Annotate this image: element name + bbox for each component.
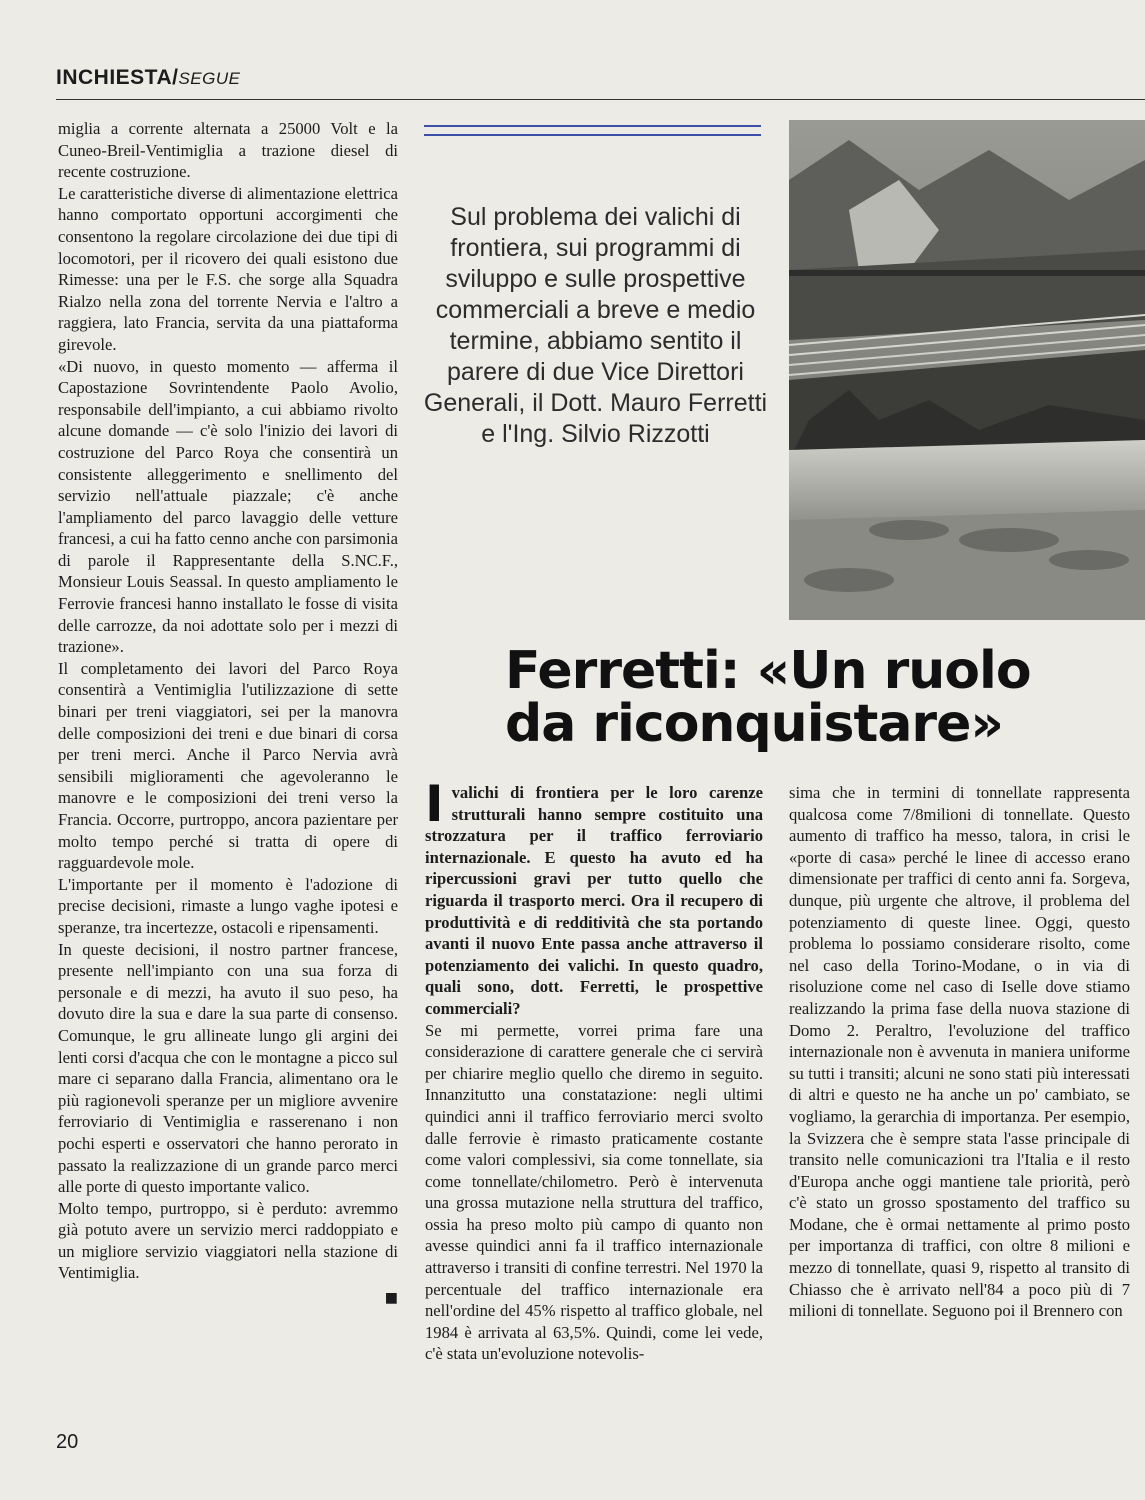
drop-cap: I — [425, 775, 444, 833]
left-column — [58, 118, 398, 1310]
headline-line-2: da riconquistare» — [505, 694, 1003, 754]
article-headline — [505, 641, 1125, 754]
pullquote-rule-top — [424, 125, 761, 127]
photo-illustration — [789, 120, 1145, 620]
header-divider — [56, 99, 1145, 100]
page-number: 20 — [56, 1431, 79, 1453]
section-label: INCHIESTA/ — [56, 66, 179, 89]
left-paragraph-4: Il completamento dei lavori del Parco Roya consentirà a Ventimiglia l'utilizzazione di sette binari per treni viaggiatori, sei per la manovra delle composizioni dei treni e due binari di corsa per treni merci. Anche il Parco Nervia avrà sensibili miglioramenti che agevoleranno le manovre e le composizioni dei treni verso la Francia. Occorre, purtroppo, ancora pazientare per molto tempo perché si tratta di opere di ragguardevole mole. — [58, 658, 398, 873]
left-paragraph-7: Molto tempo, purtroppo, si è perduto: avremmo già potuto avere un servizio merci raddoppiato e un migliore servizio viaggiatori nella stazione di Ventimiglia. — [58, 1198, 398, 1283]
right-column — [789, 782, 1130, 1322]
subsection-label: SEGUE — [178, 69, 241, 88]
pull-quote: Sul problema dei valichi di frontiera, sui programmi di sviluppo e sulle prospettive commerciali a breve e medio termine, abbiamo sentito il parere di due Vice Direttori Generali, il Dott. Mauro Ferretti e l'Ing. Silvio Rizzotti — [423, 203, 768, 448]
railway-valley-photo — [789, 120, 1145, 620]
interview-question: valichi di frontiera per le loro carenze strutturali hanno sempre costituito una strozzatura per il traffico ferroviario internazionale. E questo ha avuto ed ha ripercussioni gravi per tutto quello che riguarda il trasporto merci. Ora il recupero di produttività e di redditività che sta portando avanti il nuovo Ente passa anche attraverso il potenziamento dei valichi. In questo quadro, quali sono, dott. Ferretti, le prospettive commerciali? — [425, 783, 763, 1018]
middle-column — [425, 775, 763, 1365]
left-paragraph-2: Le caratteristiche diverse di alimentazione elettrica hanno comportato opportuni accorgimenti che consentono la regolare circolazione dei due tipi di locomotori, per il ricovero dei quali esistono due Rimesse: una per le F.S. che sorge alla Squadra Rialzo nella zona del torrente Nervia e l'altro a raggiera, lato Francia, servita da una piattaforma girevole. — [58, 183, 398, 354]
left-paragraph-1: miglia a corrente alternata a 25000 Volt e la Cuneo-Breil-Ventimiglia a trazione diesel di recente costruzione. — [58, 119, 398, 182]
left-paragraph-6: In queste decisioni, il nostro partner francese, presente nell'impianto con una sua forza di personale e di mezzi, ha avuto il suo peso, ha dovuto dire la sua e dare la sua parte di consenso. Comunque, le gru allineate lungo gli argini dei lenti corsi d'acqua che con le montagne a picco sul mare ci separano dalla Francia, alimentano ora le più ragionevoli speranze per un migliore avvenire ferroviario di Ventimiglia e rasserenano i non pochi esperti e osservatori che hanno perorato in passato la realizzazione di un grande parco merci alle porte di questo importante valico. — [58, 939, 398, 1197]
left-paragraph-3: «Di nuovo, in questo momento — afferma il Capostazione Sovrintendente Paolo Avolio, responsabile dell'impianto, a cui abbiamo rivolto alcune domande — c'è solo l'inizio dei lavori di costruzione del Parco Roya che consentirà un consistente alleggerimento e snellimento del servizio nell'attuale piazzale; c'è anche l'ampliamento del parco lavaggio delle vetture francesi, a cui ha fatto cenno anche con parsimonia di parole il Rappresentante della S.NC.F., Monsieur Louis Seassal. In questo ampliamento le Ferrovie francesi hanno installato le fosse di visita delle carrozze, da noi adottate solo per i mezzi di trazione». — [58, 356, 398, 657]
pullquote-rule-bottom — [424, 134, 761, 136]
article-end-mark: ■ — [384, 1290, 398, 1307]
section-header — [56, 66, 240, 90]
left-paragraph-5: L'importante per il momento è l'adozione di precise decisioni, rimaste a lungo vaghe ipotesi e speranze, tra incertezze, ostacoli e ripensamenti. — [58, 874, 398, 937]
headline-line-1: Ferretti: «Un ruolo — [505, 641, 1031, 701]
right-paragraph: sima che in termini di tonnellate rappresenta qualcosa come 7/8milioni di tonnellate. Questo aumento di traffico ha messo, talora, in crisi le «porte di casa» perché le linee di accesso erano dimensionate per traffici di cento anni fa. Sorgeva, dunque, più urgente che altrove, il problema del potenziamento di queste linee. Oggi, questo problema lo possiamo considerare risolto, come nel caso della Torino-Modane, o in via di risoluzione come nel caso di Iselle dove stiamo realizzando la prima fase della nuova stazione di Domo 2. Peraltro, l'evoluzione del traffico internazionale non è avvenuta in maniera uniforme su tutti i transiti; alcuni ne sono stati più interessati di altri e questo ne ha anche un po' cambiato, se vogliamo, la gerarchia di importanza. Per esempio, la Svizzera che è sempre stata l'asse principale di transito nelle comunicazioni tra l'Italia e il resto d'Europa anche oggi mantiene tale priorità, però c'è stato un grosso spostamento del traffico su Modane, che è ormai nettamente al primo posto per importanza di traffici, con oltre 8 milioni e mezzo di tonnellate, quasi 9, rispetto al transito di Chiasso che è arrivato nell'84 a poco più di 7 milioni di tonnellate. Seguono poi il Brennero con — [789, 783, 1130, 1321]
interview-answer: Se mi permette, vorrei prima fare una considerazione di carattere generale che ci servirà per chiarire meglio quello che diremo in seguito. Innanzitutto una constatazione: negli ultimi quindici anni il traffico ferroviario merci svolto dalle ferrovie è rimasto praticamente costante come valori complessivi, sia come tonnellate, sia come tonnellate/chilometro. Però è intervenuta una grossa mutazione nella struttura del traffico, ossia ha preso molto più campo di quanto non avesse quindici anni fa il traffico internazionale attraverso i transiti di confine terrestri. Nel 1970 la percentuale del traffico internazionale era nell'ordine del 45% rispetto al traffico globale, nel 1984 è arrivata al 63,5%. Quindi, come lei vede, c'è stata un'evoluzione notevolis- — [425, 1020, 763, 1364]
